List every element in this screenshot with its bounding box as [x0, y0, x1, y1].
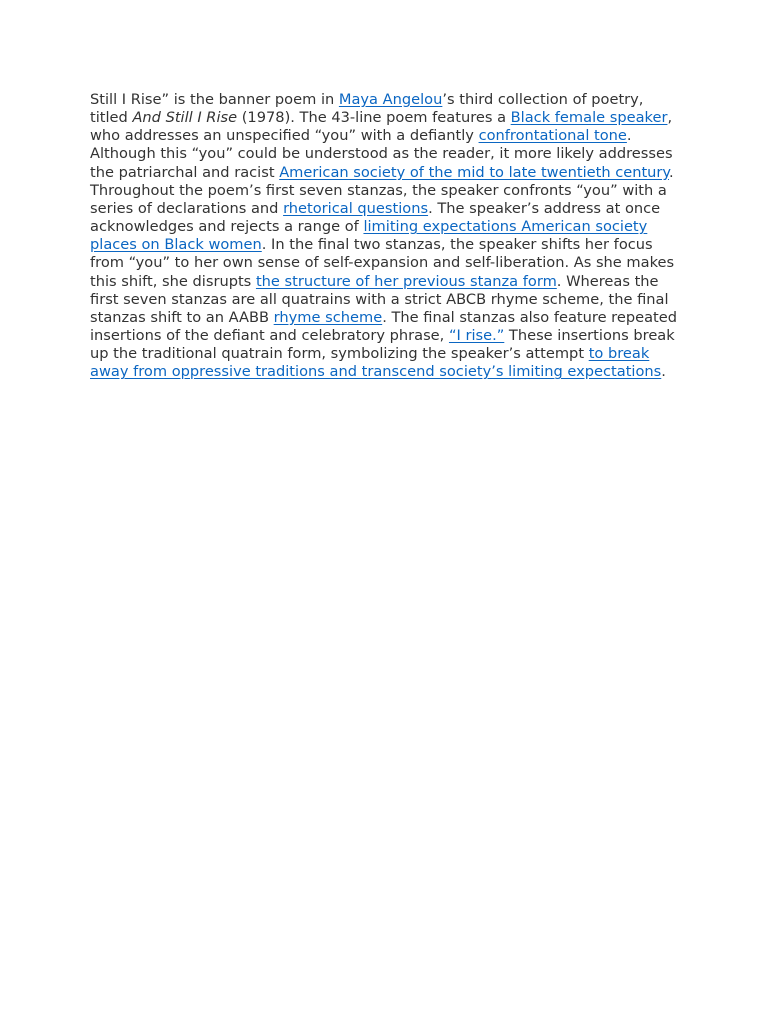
link-confrontational-tone[interactable]: confrontational tone — [478, 127, 627, 145]
link-maya-angelou[interactable]: Maya Angelou — [338, 91, 443, 108]
link-break-away[interactable]: to break away from oppressive traditions and transcend society’s limiting expectations — [90, 345, 662, 381]
paragraph-text: . Throughout the poem’s first seven stanzas, the speaker confronts “you” with a series of declarations and — [90, 163, 674, 217]
paragraph-text: (1978). The 43-line poem features a — [237, 109, 511, 127]
book-title: And Still I Rise — [132, 109, 238, 127]
paragraph-text: Still I Rise” is the banner poem in — [90, 91, 339, 108]
paragraph-text: . Although this “you” could be understood as the reader, it more likely addresses the patriarchal and racist — [90, 127, 673, 181]
paragraph-text: . Whereas the first seven stanzas are all quatrains with a strict ABCB rhyme scheme, the final stanzas shift to an AABB — [90, 272, 669, 326]
link-rhyme-scheme[interactable]: rhyme scheme — [273, 308, 383, 326]
paragraph-text: . The speaker’s address at once acknowledges and rejects a range of — [90, 199, 661, 236]
paragraph-text: . The final stanzas also feature repeated insertions of the defiant and celebratory phrase, — [90, 308, 677, 345]
paragraph-text: . — [661, 363, 666, 381]
link-stanza-structure[interactable]: the structure of her previous stanza form — [255, 272, 557, 290]
paragraph-text: ’s third collection of poetry, titled — [90, 91, 644, 127]
link-limiting-expectations[interactable]: limiting expectations American society places on Black women — [90, 218, 648, 254]
paragraph-text: These insertions break up the traditional quatrain form, symbolizing the speaker’s attempt — [90, 327, 675, 363]
link-rhetorical-questions[interactable]: rhetorical questions — [283, 199, 429, 217]
paragraph-text: . In the final two stanzas, the speaker shifts her focus from “you” to her own sense of self-expansion and self-liberation. As she makes this shift, she disrupts — [90, 236, 675, 290]
link-black-female-speaker[interactable]: Black female speaker — [510, 109, 668, 127]
link-american-society[interactable]: American society of the mid to late twentieth century — [279, 163, 669, 181]
summary-paragraph — [90, 91, 682, 382]
paragraph-text: , who addresses an unspecified “you” with a defiantly — [90, 109, 673, 145]
link-i-rise[interactable]: “I rise.” — [448, 327, 505, 345]
